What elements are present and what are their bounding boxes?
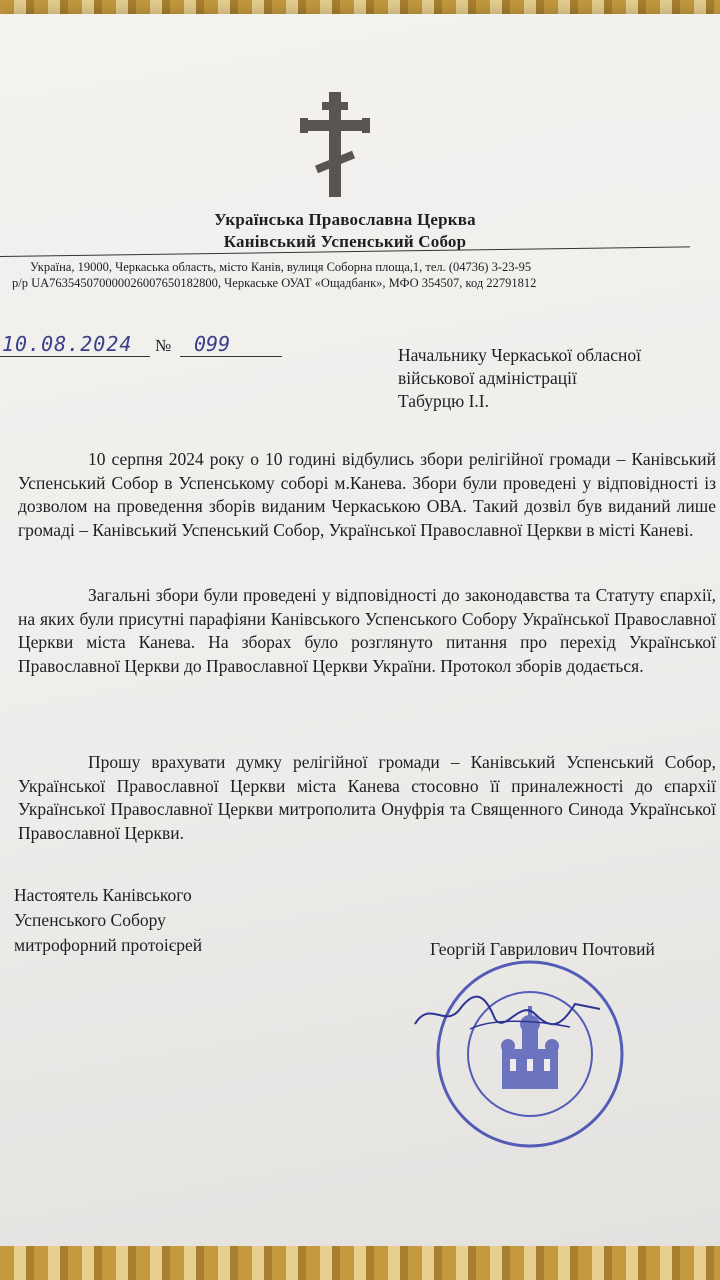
- signatory-title-line-2: Успенського Собору: [14, 910, 166, 930]
- recipient-line-3: Табурцю І.І.: [398, 391, 489, 411]
- recipient-block: [398, 344, 718, 413]
- org-title-line-1: Українська Православна Церква: [214, 210, 476, 229]
- address-line: Україна, 19000, Черкаська область, місто Канів, вулиця Соборна площа,1, тел. (04736) 3-23-95: [30, 260, 532, 274]
- bank-details-line: р/р UA763545070000026007650182800, Черкаське ОУАТ «Ощадбанк», МФО 354507, код 22791812: [12, 276, 537, 290]
- reference-date: 10.08.2024: [0, 332, 150, 357]
- letter-sheet: [0, 14, 720, 1246]
- recipient-line-1: Начальнику Черкаської обласної: [398, 345, 641, 365]
- reference-number-sign: №: [155, 336, 172, 355]
- signatory-title: [14, 883, 314, 958]
- handwritten-signature: [410, 989, 610, 1039]
- signatory-name: Георгій Гаврилович Почтовий: [430, 939, 655, 959]
- signatory-title-line-3: митрофорний протоієрей: [14, 935, 203, 955]
- body-paragraph-3: Прошу врахувати думку релігійної громади – Канівський Успенський Собор, Української Православної Церкви міста Канева стосовно її приналежності до єпархії Української Православної Церкви митрополита Онуфрія та Священного Синода Української Православної Церкви.: [18, 752, 716, 843]
- reference-number: 099: [180, 332, 282, 357]
- orthodox-cross-icon: [300, 92, 370, 197]
- recipient-line-2: військової адміністрації: [398, 368, 577, 388]
- signatory-title-line-1: Настоятель Канівського: [14, 885, 192, 905]
- body-paragraph-1: 10 серпня 2024 року о 10 годині відбулись збори релігійної громади – Канівський Успенський Собор в Успенському соборі м.Канева. Збори були проведені у відповідності із дозволом на проведення зборів виданим Черкаською ОВА. Такий дозвіл був виданий лише громаді – Канівський Успенський Собор, Української Православної Церкви в місті Каневі.: [18, 449, 716, 540]
- org-title-line-2: Канівський Успенський Собор: [223, 232, 467, 251]
- body-paragraph-2: Загальні збори були проведені у відповідності до законодавства та Статуту єпархії, на яких були присутні парафіяни Канівського Успенського Собору Української Православної Церкви міста Канева. На зборах було розглянуто питання про перехід Української Православної Церкви до Православної Церкви України. Протокол зборів додається.: [18, 585, 716, 676]
- background-fabric-bottom: [0, 1246, 720, 1280]
- church-seal-stamp: [430, 954, 630, 1154]
- reference-block: [0, 332, 300, 362]
